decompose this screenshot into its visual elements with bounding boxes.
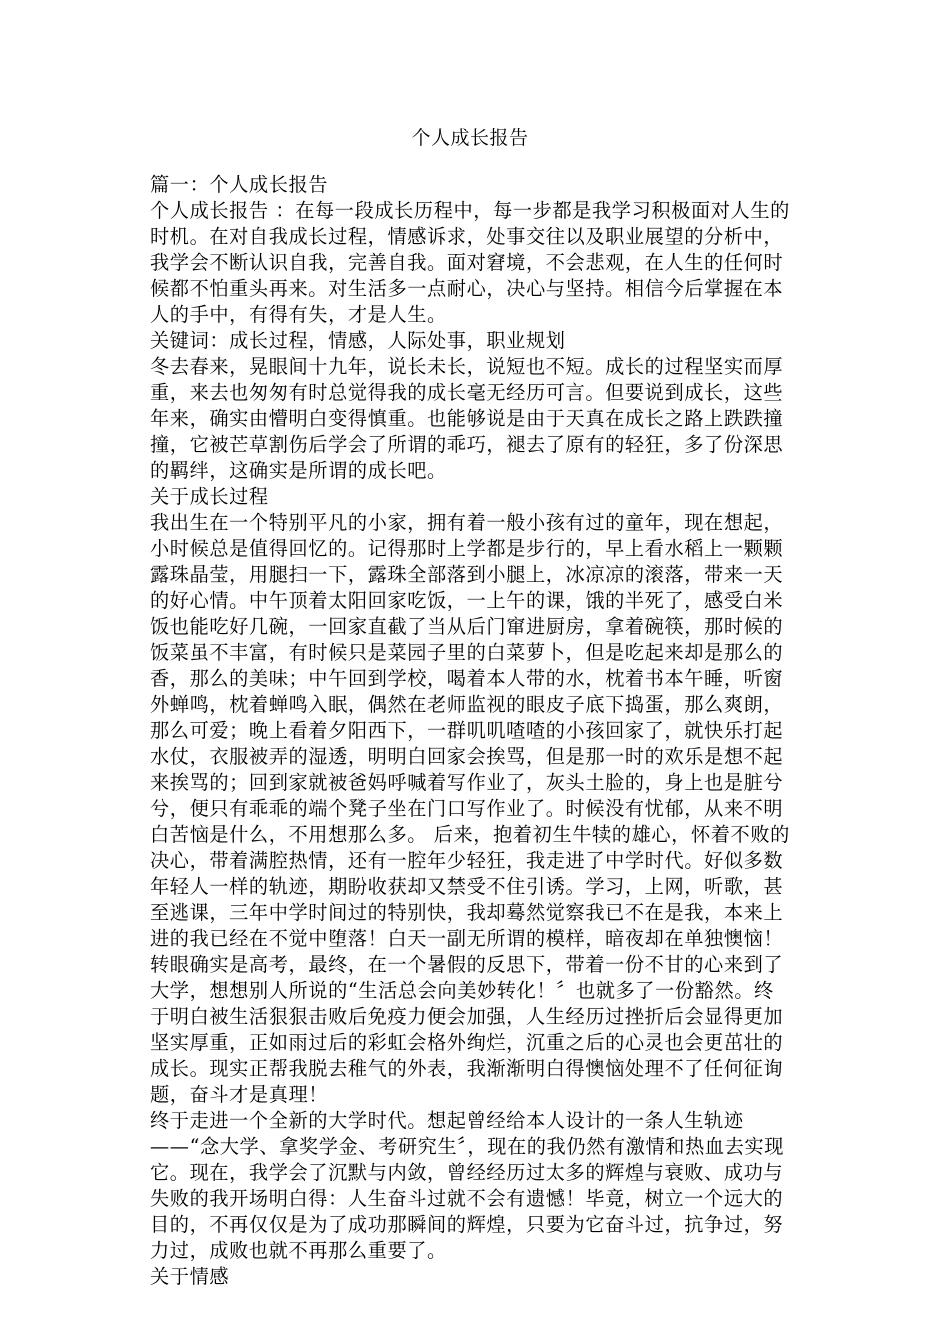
keywords-line: 关键词：成长过程，情感，人际处事，职业规划	[150, 329, 566, 352]
university-paragraph: 终于走进一个全新的大学时代。想起曾经给本人设计的一条人生轨迹——“念大学、拿奖学金、考研究生〞，现在的我仍然有激情和热血去实现它。现在，我学会了沉默与内敛，曾经经历过太多的辉煌与衰败、成功与失败的我开场明白得：人生奋斗过就不会有遗憾！毕竟，树立一个远大的目的，不再仅仅是为了成功那瞬间的辉煌，只要为它奋斗过，抗争过，努力过，成败也就不再那么重要了。	[150, 1109, 785, 1262]
document-body	[150, 172, 790, 1290]
growth-paragraph: 我出生在一个特别平凡的小家，拥有着一般小孩有过的童年，现在想起，小时候总是值得回忆的。记得那时上学都是步行的，早上看水稻上一颗颗露珠晶莹，用腿扫一下，露珠全部落到小腿上，冰凉凉的滚落，带来一天的好心情。中午顶着太阳回家吃饭，一上午的课，饿的半死了，感受白米饭也能吃好几碗，一回家直截了当从后门窜进厨房，拿着碗筷，那时候的饭菜虽不丰富，有时候只是菜园子里的白菜萝卜，但是吃起来却是那么的香，那么的美味；中午回到学校，喝着本人带的水，枕着书本午睡，听窗外蝉鸣，枕着蝉鸣入眠，偶然在老师监视的眼皮子底下捣蛋，那么爽朗，那么可爱；晚上看着夕阳西下，一群叽叽喳喳的小孩回家了，就快乐打起水仗，衣服被弄的湿透，明明白回家会挨骂，但是那一时的欢乐是想不起来挨骂的；回到家就被爸妈呼喊着写作业了，灰头土脸的，身上也是脏兮兮，便只有乖乖的端个凳子坐在门口写作业了。时候没有忧郁，从来不明白苦恼是什么，不用想那么多。 后来，抱着初生牛犊的雄心，怀着不败的决心，带着满腔热情，还有一腔年少轻狂，我走进了中学时代。好似多数年轻人一样的轨迹，期盼收获却又禁受不住引诱。学习，上网，听歌，甚至逃课，三年中学时间过的特别快，我却蓦然觉察我已不在是我，本来上进的我已经在不觉中堕落！白天一副无所谓的模样，暗夜却在单独懊恼！转眼确实是高考，最终，在一个暑假的反思下，带着一份不甘的心来到了大学，想想别人所说的“生活总会向美妙转化！〞也就多了一份豁然。终于明白被生活狠狠击败后免疫力便会加强，人生经历过挫折后会显得更加坚实厚重，正如雨过后的彩虹会格外绚烂，沉重之后的心灵也会更茁壮的成长。现实正帮我脱去稚气的外表，我渐渐明白得懊恼处理不了任何征询题，奋斗才是真理！	[150, 511, 790, 1106]
section-heading: 篇一：个人成长报告	[150, 173, 329, 196]
subsection-heading-growth: 关于成长过程	[150, 485, 269, 508]
intro-paragraph: 冬去春来，晃眼间十九年，说长未长，说短也不短。成长的过程坚实而厚重，来去也匆匆有时总觉得我的成长毫无经历可言。但要说到成长，这些年来，确实由懵明白变得慎重。也能够说是由于天真在成长之路上跌跌撞撞，它被芒草割伤后学会了所谓的乖巧，褪去了原有的轻狂，多了份深思的羁绊，这确实是所谓的成长吧。	[150, 355, 784, 482]
document-title: 个人成长报告	[411, 127, 529, 149]
abstract-paragraph: 个人成长报告 ：在每一段成长历程中，每一步都是我学习积极面对人生的时机。在对自我成长过程，情感诉求，处事交往以及职业展望的分析中，我学会不断认识自我，完善自我。面对窘境，不会悲观，在人生的任何时候都不怕重头再来。对生活多一点耐心，决心与坚持。相信今后掌握在本人的手中，有得有失，才是人生。	[150, 199, 790, 326]
subsection-heading-emotion: 关于情感	[150, 1265, 230, 1288]
